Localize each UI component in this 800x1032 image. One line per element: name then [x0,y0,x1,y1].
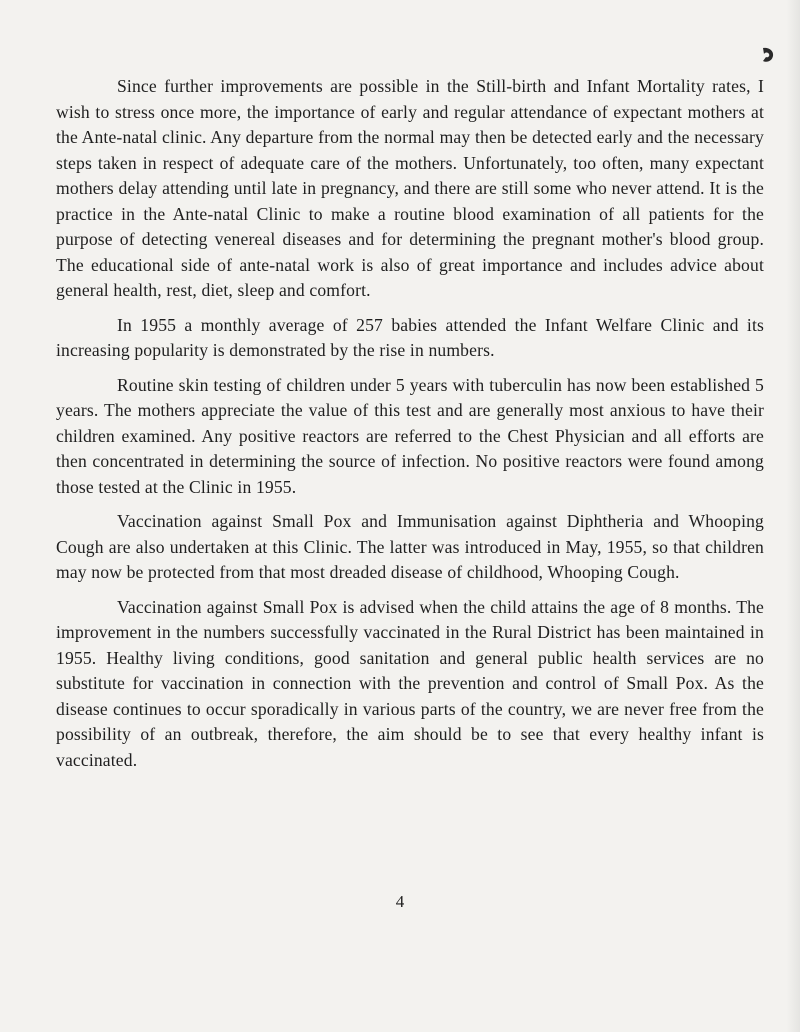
ink-mark-icon [760,46,776,64]
document-body [56,74,764,782]
page-number: 4 [395,892,405,911]
paragraph-infant-welfare: In 1955 a monthly average of 257 babies attended the Infant Welfare Clinic and its increasing popularity is demonstrated by the rise in numbers. [56,314,764,360]
page-edge-shadow [786,0,800,1032]
paragraph-antenatal: Since further improvements are possible in the Still-birth and Infant Mortality rates, I wish to stress once more, the importance of early and regular attendance of expectant mothers at the Ante-natal clinic. Any departure from the normal may then be detected early and the necessary steps taken in respect of adequate care of the mothers. Unfortunately, too often, many expectant mothers delay attending until late in pregnancy, and there are still some who never attend. It is the practice in the Ante-natal Clinic to make a routine blood examination of all patients for the purpose of detecting venereal diseases and for determining the pregnant mother's blood group. The educational side of ante-natal work is also of great importance and includes advice about general health, rest, diet, sleep and comfort. [56,76,764,300]
paragraph-tuberculin: Routine skin testing of children under 5 years with tuberculin has now been established 5 years. The mothers appreciate the value of this test and are generally most anxious to have their children examined. Any positive reactors are referred to the Chest Physician and all efforts are then concentrated in determining the source of infection. No positive reactors were found among those tested at the Clinic in 1955. [56,374,764,497]
paragraph-vaccination-immunisation: Vaccination against Small Pox and Immunisation against Diphtheria and Whooping Cough are also undertaken at this Clinic. The latter was introduced in May, 1955, so that children may now be protected from that most dreaded disease of childhood, Whooping Cough. [56,511,764,582]
paragraph-small-pox: Vaccination against Small Pox is advised when the child attains the age of 8 months. The improvement in the numbers successfully vaccinated in the Rural District has been maintained in 1955. Healthy living conditions, good sanitation and general public health services are no substitute for vaccination in connection with the prevention and control of Small Pox. As the disease continues to occur sporadically in various parts of the country, we are never free from the possibility of an outbreak, therefore, the aim should be to see that every healthy infant is vaccinated. [56,596,764,770]
